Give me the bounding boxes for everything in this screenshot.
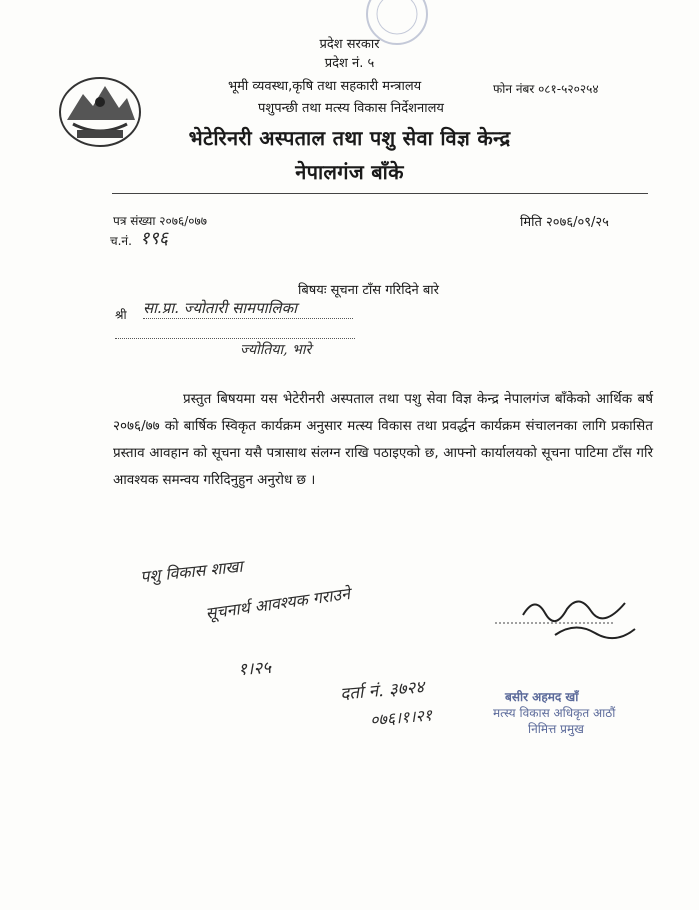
recipient-prefix: श्री bbox=[115, 308, 127, 322]
signatory-designation: मत्स्य विकास अधिकृत आठौं bbox=[493, 706, 616, 720]
phone-number: फोन नंबर ०८१-५२०२५४ bbox=[493, 82, 599, 96]
province-govt: प्रदेश सरकार bbox=[319, 37, 380, 52]
reference-number: पत्र संख्या २०७६/०७७ bbox=[113, 214, 207, 228]
ministry-name: भूमी व्यवस्था,कृषि तथा सहकारी मन्त्रालय bbox=[228, 79, 422, 94]
office-name: भेटेरिनरी अस्पताल तथा पशु सेवा विज्ञ केन्द्र bbox=[188, 126, 511, 150]
registration-date: ०७६।१।२१ bbox=[369, 705, 433, 730]
handwritten-note-1: पशु विकास शाखा bbox=[139, 556, 244, 587]
office-location: नेपालगंज बाँके bbox=[295, 160, 404, 184]
letter-body: प्रस्तुत बिषयमा यस भेटेरीनरी अस्पताल तथा पशु सेवा विज्ञ केन्द्र नेपालगंज बाँकेको आर्थिक बर्ष २०७६/७७ को बार्षिक स्विकृत कार्यक्रम अनुसार मत्स्य विकास तथा प्रवर्द्धन कार्यक्रम संचालनका लागि प्रकासित प्रस्ताव आवहान को सूचना यसै पत्रासाथ संलग्न राखि पठाइएको छ, आफ्नो कार्यालयको सूचना पाटिमा टाँस गरि आवश्यक समन्वय गरिदिनुहुन अनुरोध छ । bbox=[113, 391, 653, 488]
handwritten-note-2: सूचनार्थ आवश्यक गराउने bbox=[204, 583, 352, 624]
directorate-name: पशुपन्छी तथा मत्स्य विकास निर्देशनालय bbox=[258, 101, 444, 116]
signatory-role: निमित्त प्रमुख bbox=[528, 722, 584, 736]
recipient-dotted-line bbox=[115, 338, 355, 339]
header-divider bbox=[112, 193, 648, 194]
recipient-name: सा.प्रा. ज्योतारी सामपालिका bbox=[143, 298, 353, 319]
subject-line: बिषयः सूचना टाँस गरिदिने बारे bbox=[298, 283, 439, 298]
dispatch-number: १९६ bbox=[140, 228, 169, 249]
registration-number: दर्ता नं. ३७२४ bbox=[339, 677, 425, 705]
signatory-name: बसीर अहमद खाँ bbox=[505, 690, 579, 704]
signature-icon bbox=[495, 585, 645, 645]
dispatch-label: च.नं. bbox=[110, 234, 132, 248]
province-no: प्रदेश नं. ५ bbox=[324, 56, 375, 71]
handwritten-initial: १।२५ bbox=[237, 657, 272, 681]
recipient-address: ज्योतिया, भारे bbox=[240, 342, 312, 358]
letter-date: मिति २०७६/०९/२५ bbox=[520, 215, 609, 230]
